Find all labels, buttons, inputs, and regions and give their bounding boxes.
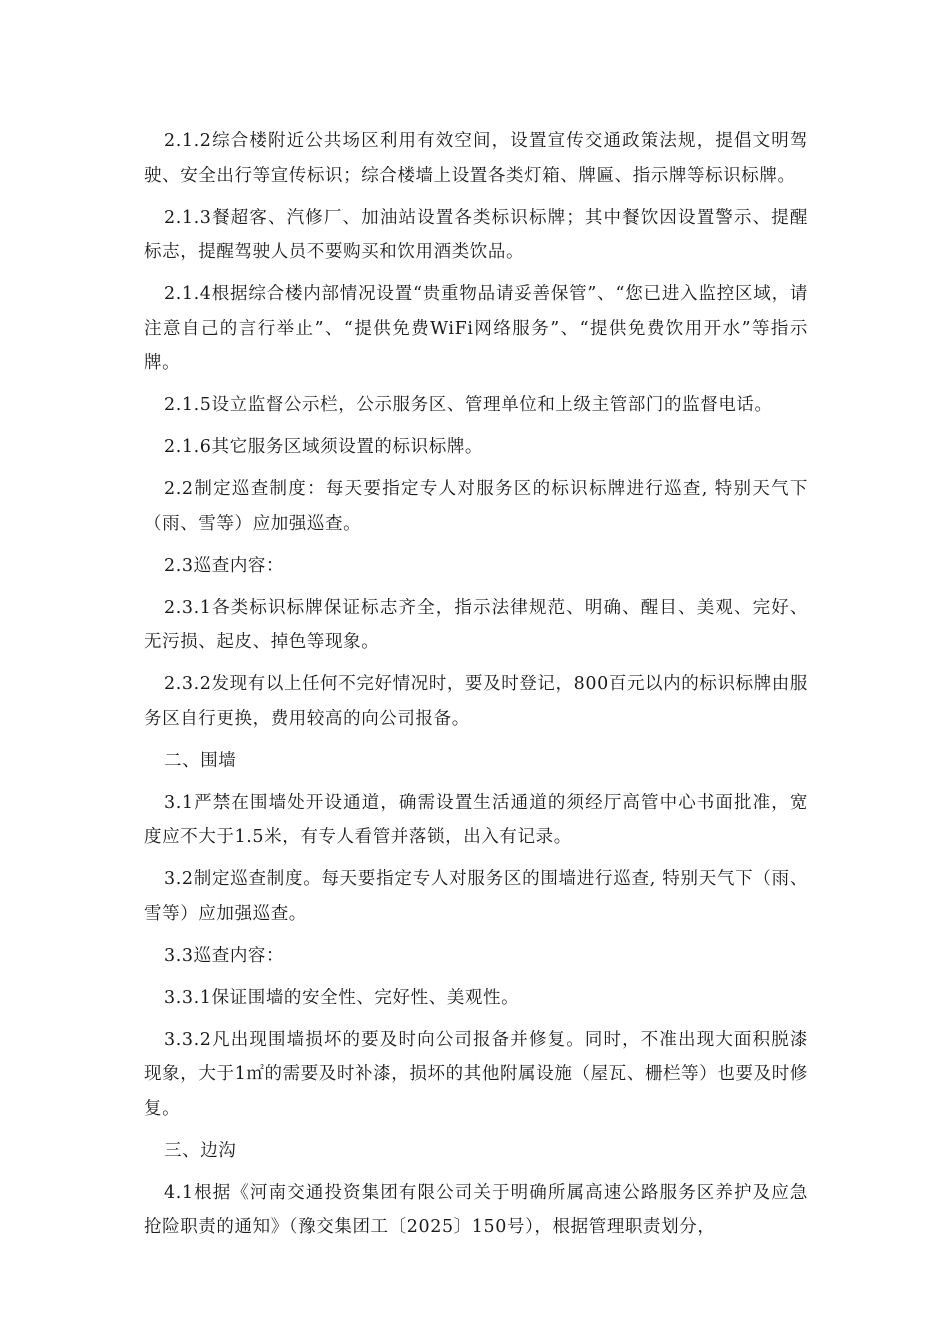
paragraph-2-1-4: 2.1.4根据综合楼内部情况设置“贵重物品请妥善保管”、“您已进入监控区域，请注意自己的言行举止”、“提供免费WiFi网络服务”、“提供免费饮用开水”等指示牌。 [144, 284, 808, 373]
section-heading-ditch: 三、边沟 [164, 1140, 237, 1161]
paragraph-4-1: 4.1根据《河南交通投资集团有限公司关于明确所属高速公路服务区养护及应急抢险职责的通知》（豫交集团工〔2025〕150号），根据管理职责划分， [144, 1182, 808, 1237]
paragraph-3-3: 3.3巡查内容： [164, 945, 285, 966]
paragraph-2-1-3: 2.1.3餐超客、汽修厂、加油站设置各类标识标牌；其中餐饮因设置警示、提醒标志，提醒驾驶人员不要购买和饮用酒类饮品。 [144, 207, 808, 262]
paragraph-2-3: 2.3巡查内容： [164, 555, 285, 576]
paragraph-3-1: 3.1严禁在围墙处开设通道，确需设置生活通道的须经厅高管中心书面批准，宽度应不大于1.5米，有专人看管并落锁，出入有记录。 [144, 792, 808, 847]
document-body [144, 124, 808, 1252]
paragraph-2-3-2: 2.3.2发现有以上任何不完好情况时，要及时登记，800百元以内的标识标牌由服务区自行更换，费用较高的向公司报备。 [144, 674, 808, 729]
paragraph-2-1-2: 2.1.2综合楼附近公共场区利用有效空间，设置宣传交通政策法规，提倡文明驾驶、安全出行等宣传标识；综合楼墙上设置各类灯箱、牌匾、指示牌等标识标牌。 [144, 131, 808, 186]
paragraph-2-1-5: 2.1.5设立监督公示栏，公示服务区、管理单位和上级主管部门的监督电话。 [164, 395, 773, 415]
paragraph-2-3-1: 2.3.1各类标识标牌保证标志齐全，指示法律规范、明确、醒目、美观、完好、无污损、起皮、掉色等现象。 [144, 597, 808, 652]
paragraph-3-3-1: 3.3.1保证围墙的安全性、完好性、美观性。 [164, 987, 520, 1008]
paragraph-2-2: 2.2制定巡查制度：每天要指定专人对服务区的标识标牌进行巡查, 特别天气下（雨、雪等）应加强巡查。 [144, 479, 808, 534]
paragraph-3-2: 3.2制定巡查制度。每天要指定专人对服务区的围墙进行巡查, 特别天气下（雨、雪等）应加强巡查。 [144, 869, 808, 924]
paragraph-2-1-6: 2.1.6其它服务区域须设置的标识标牌。 [164, 437, 484, 457]
paragraph-3-3-2: 3.3.2凡出现围墙损坏的要及时向公司报备并修复。同时，不准出现大面积脱漆现象，大于1㎡的需要及时补漆，损坏的其他附属设施（屋瓦、栅栏等）也要及时修复。 [144, 1029, 808, 1119]
section-heading-wall: 二、围墙 [164, 750, 237, 771]
